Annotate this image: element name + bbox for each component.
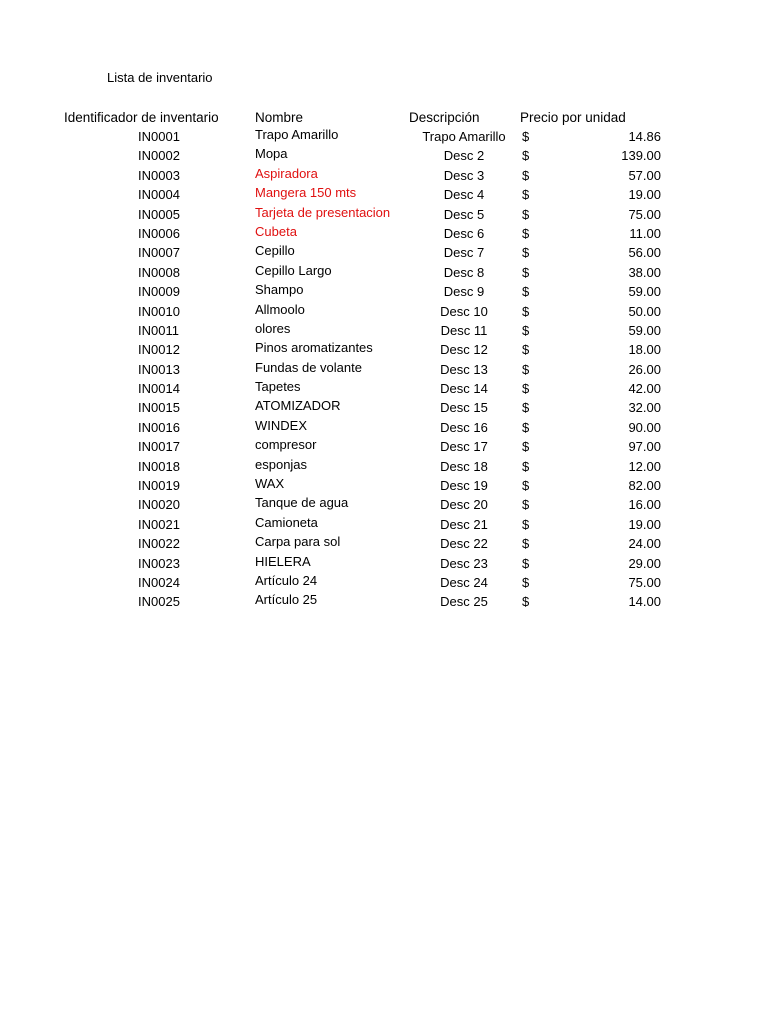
cell-id: IN0015 — [138, 400, 180, 416]
cell-price: 24.00 — [628, 536, 661, 552]
cell-currency: $ — [522, 361, 530, 377]
table-row — [0, 321, 768, 340]
cell-name: Tanque de agua — [255, 495, 349, 511]
cell-currency: $ — [522, 381, 530, 397]
cell-description: Desc 11 — [440, 322, 488, 338]
table-row — [0, 127, 768, 146]
cell-currency: $ — [522, 225, 530, 241]
cell-currency: $ — [522, 264, 530, 280]
cell-currency: $ — [522, 536, 530, 552]
cell-description: Desc 24 — [440, 574, 488, 590]
cell-description: Desc 22 — [440, 536, 488, 552]
cell-price: 32.00 — [628, 400, 661, 416]
cell-price: 56.00 — [628, 245, 661, 261]
cell-description: Desc 9 — [443, 284, 485, 300]
cell-description: Desc 6 — [443, 225, 485, 241]
cell-id: IN0023 — [138, 555, 180, 571]
cell-price: 26.00 — [628, 361, 661, 377]
table-row — [0, 243, 768, 262]
cell-currency: $ — [522, 342, 530, 358]
table-row — [0, 457, 768, 476]
cell-id: IN0005 — [138, 206, 180, 222]
cell-id: IN0021 — [138, 516, 180, 532]
cell-description: Desc 23 — [440, 555, 488, 571]
table-row — [0, 166, 768, 185]
cell-price: 50.00 — [628, 303, 661, 319]
cell-name: Allmoolo — [255, 301, 305, 317]
cell-name: HIELERA — [255, 553, 311, 569]
inventory-rows — [0, 127, 768, 612]
cell-id: IN0011 — [138, 322, 179, 338]
table-row — [0, 282, 768, 301]
cell-id: IN0010 — [138, 303, 180, 319]
cell-price: 59.00 — [628, 284, 661, 300]
cell-name: Cepillo Largo — [255, 262, 332, 278]
cell-id: IN0007 — [138, 245, 180, 261]
table-row — [0, 515, 768, 534]
cell-currency: $ — [522, 497, 530, 513]
cell-description: Desc 7 — [443, 245, 485, 261]
cell-name: compresor — [255, 437, 317, 453]
cell-id: IN0013 — [138, 361, 180, 377]
table-row — [0, 573, 768, 592]
cell-id: IN0020 — [138, 497, 180, 513]
cell-currency: $ — [522, 167, 530, 183]
table-row — [0, 495, 768, 514]
cell-name: Pinos aromatizantes — [255, 340, 373, 356]
cell-currency: $ — [522, 284, 530, 300]
cell-currency: $ — [522, 439, 530, 455]
cell-name: Camioneta — [255, 514, 318, 530]
cell-description: Desc 8 — [443, 264, 485, 280]
cell-name: esponjas — [255, 456, 308, 472]
cell-id: IN0012 — [138, 342, 180, 358]
cell-description: Desc 10 — [440, 303, 488, 319]
cell-id: IN0022 — [138, 536, 180, 552]
cell-name: Shampo — [255, 282, 304, 298]
cell-currency: $ — [522, 574, 530, 590]
cell-id: IN0003 — [138, 167, 180, 183]
cell-price: 75.00 — [628, 574, 661, 590]
cell-currency: $ — [522, 245, 530, 261]
cell-currency: $ — [522, 400, 530, 416]
table-row — [0, 302, 768, 321]
cell-currency: $ — [522, 129, 530, 144]
table-header — [0, 108, 768, 128]
cell-id: IN0006 — [138, 225, 180, 241]
table-row — [0, 437, 768, 456]
cell-price: 90.00 — [628, 419, 661, 435]
cell-name: Artículo 24 — [255, 572, 318, 588]
cell-id: IN0016 — [138, 419, 180, 435]
cell-price: 16.00 — [628, 497, 661, 513]
table-row — [0, 360, 768, 379]
cell-name: Trapo Amarillo — [255, 127, 339, 142]
cell-id: IN0001 — [138, 129, 180, 144]
cell-description: Desc 5 — [443, 206, 485, 222]
cell-description: Desc 19 — [440, 478, 488, 494]
cell-currency: $ — [522, 555, 530, 571]
cell-name: Carpa para sol — [255, 534, 341, 550]
header-name: Nombre — [255, 110, 304, 125]
cell-price: 38.00 — [628, 264, 661, 280]
cell-name: Aspiradora — [255, 165, 318, 181]
table-row — [0, 398, 768, 417]
cell-id: IN0002 — [138, 148, 180, 164]
cell-name: WAX — [255, 476, 285, 492]
cell-name: Cubeta — [255, 223, 297, 239]
cell-description: Desc 15 — [440, 400, 488, 416]
cell-description: Desc 4 — [443, 187, 485, 203]
cell-id: IN0025 — [138, 594, 180, 610]
table-row — [0, 592, 768, 611]
cell-currency: $ — [522, 478, 530, 494]
cell-description: Desc 16 — [440, 419, 488, 435]
cell-id: IN0009 — [138, 284, 180, 300]
cell-description: Desc 14 — [440, 381, 488, 397]
cell-currency: $ — [522, 458, 530, 474]
cell-currency: $ — [522, 594, 530, 610]
cell-price: 42.00 — [628, 381, 661, 397]
cell-name: Tapetes — [255, 379, 301, 395]
table-row — [0, 418, 768, 437]
cell-price: 57.00 — [628, 167, 661, 183]
cell-price: 82.00 — [628, 478, 661, 494]
sheet-title: Lista de inventario — [107, 70, 213, 85]
cell-price: 19.00 — [628, 187, 661, 203]
cell-name: olores — [255, 320, 291, 336]
cell-name: Artículo 25 — [255, 592, 318, 608]
cell-description: Desc 12 — [440, 342, 488, 358]
cell-price: 97.00 — [628, 439, 661, 455]
cell-name: Mangera 150 mts — [255, 185, 357, 201]
table-row — [0, 340, 768, 359]
table-row — [0, 534, 768, 553]
cell-price: 14.00 — [628, 594, 661, 610]
table-row — [0, 379, 768, 398]
cell-price: 14.86 — [628, 129, 661, 144]
table-row — [0, 263, 768, 282]
cell-description: Desc 20 — [440, 497, 488, 513]
cell-description: Desc 21 — [440, 516, 488, 532]
cell-description: Desc 13 — [440, 361, 488, 377]
cell-currency: $ — [522, 419, 530, 435]
cell-name: Tarjeta de presentacion — [255, 204, 391, 220]
table-row — [0, 554, 768, 573]
cell-price: 18.00 — [628, 342, 661, 358]
cell-currency: $ — [522, 206, 530, 222]
cell-price: 29.00 — [628, 555, 661, 571]
cell-id: IN0017 — [138, 439, 180, 455]
cell-id: IN0008 — [138, 264, 180, 280]
cell-description: Desc 25 — [440, 594, 488, 610]
cell-currency: $ — [522, 322, 530, 338]
cell-id: IN0018 — [138, 458, 180, 474]
cell-id: IN0024 — [138, 574, 180, 590]
cell-description: Desc 17 — [440, 439, 488, 455]
cell-id: IN0019 — [138, 478, 180, 494]
cell-currency: $ — [522, 516, 530, 532]
cell-description: Trapo Amarillo — [422, 129, 506, 144]
cell-currency: $ — [522, 187, 530, 203]
cell-name: ATOMIZADOR — [255, 398, 341, 414]
cell-name: Cepillo — [255, 243, 295, 259]
table-row — [0, 224, 768, 243]
header-id: Identificador de inventario — [64, 110, 219, 125]
cell-name: Mopa — [255, 146, 288, 162]
cell-id: IN0014 — [138, 381, 180, 397]
table-row — [0, 205, 768, 224]
cell-price: 12.00 — [628, 458, 661, 474]
cell-price: 75.00 — [628, 206, 661, 222]
header-description: Descripción — [409, 110, 480, 125]
cell-name: Fundas de volante — [255, 359, 362, 375]
cell-description: Desc 18 — [440, 458, 488, 474]
cell-currency: $ — [522, 303, 530, 319]
cell-description: Desc 3 — [443, 167, 485, 183]
table-row — [0, 476, 768, 495]
cell-currency: $ — [522, 148, 530, 164]
cell-price: 59.00 — [628, 322, 661, 338]
header-price: Precio por unidad — [520, 110, 626, 125]
cell-price: 11.00 — [629, 225, 661, 241]
cell-description: Desc 2 — [443, 148, 485, 164]
cell-id: IN0004 — [138, 187, 180, 203]
cell-price: 19.00 — [628, 516, 661, 532]
table-row — [0, 146, 768, 165]
cell-name: WINDEX — [255, 417, 307, 433]
cell-price: 139.00 — [621, 148, 661, 164]
